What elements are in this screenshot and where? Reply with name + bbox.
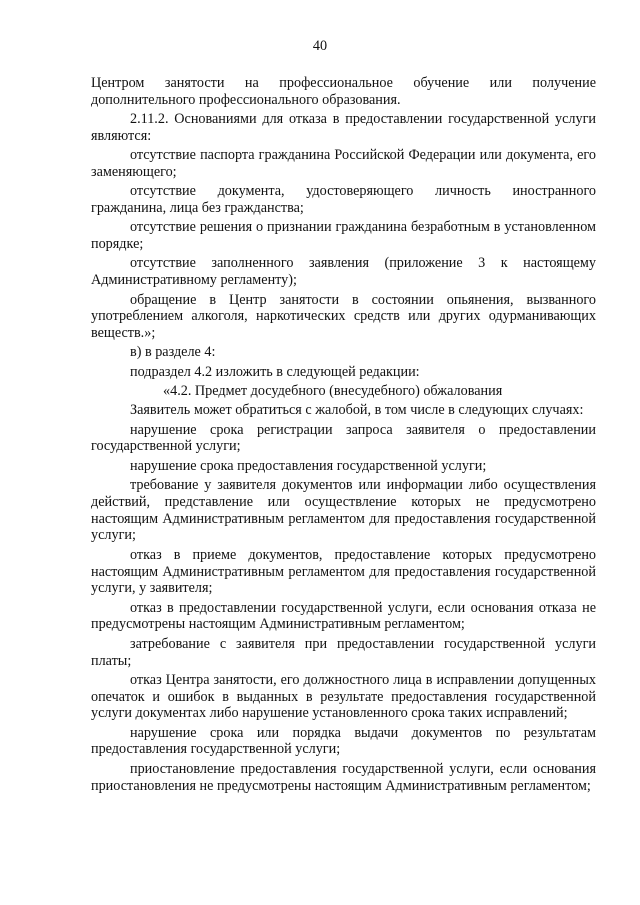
paragraph-list-item: отсутствие документа, удостоверяющего личность иностранного гражданина, лица без гражданства; — [91, 183, 596, 217]
page-number: 40 — [312, 38, 328, 54]
paragraph-list-item: отказ в предоставлении государственной услуги, если основания отказа не предусмотрены настоящим Административным регламентом; — [91, 599, 596, 633]
paragraph-list-item: отсутствие паспорта гражданина Российской Федерации или документа, его заменяющего; — [91, 147, 596, 180]
paragraph-list-item: обращение в Центр занятости в состоянии опьянения, вызванного употреблением алкоголя, наркотических средств или других одурманивающих веществ.»; — [91, 291, 596, 342]
paragraph-clause-2-11-2: 2.11.2. Основаниями для отказа в предоставлении государственной услуги являются: — [91, 111, 596, 144]
paragraph-list-item: нарушение срока или порядка выдачи документов по результатам предоставления государственной услуги; — [91, 724, 596, 758]
paragraph-intro: Заявитель может обратиться с жалобой, в том числе в следующих случаях: — [130, 402, 584, 419]
paragraph-list-item: отказ в приеме документов, предоставление которых предусмотрено настоящим Административным регламентом для предоставления государственной услуги, у заявителя; — [91, 546, 596, 597]
paragraph-list-item: отсутствие решения о признании гражданина безработным в установленном порядке; — [91, 219, 596, 253]
paragraph-subpoint-v: в) в разделе 4: — [130, 344, 216, 361]
paragraph-list-item: отсутствие заполненного заявления (приложение 3 к настоящему Административному регламенту); — [91, 255, 596, 289]
paragraph-list-item: нарушение срока регистрации запроса заявителя о предоставлении государственной услуги; — [91, 421, 596, 455]
section-heading-4-2: «4.2. Предмет досудебного (внесудебного) обжалования — [163, 383, 503, 400]
paragraph-list-item: приостановление предоставления государственной услуги, если основания приостановления не предусмотрены настоящим Административным регламентом; — [91, 760, 596, 794]
paragraph-instruction: подраздел 4.2 изложить в следующей редакции: — [130, 363, 420, 380]
body-text — [91, 75, 596, 797]
paragraph-list-item: отказ Центра занятости, его должностного лица в исправлении допущенных опечаток и ошибок в выданных в результате предоставления государственной услуги документах либо нарушение установленного срока таких исправлений; — [91, 671, 596, 722]
paragraph-list-item: требование у заявителя документов или информации либо осуществления действий, представление или осуществление которых не предусмотрено настоящим Административным регламентом для предоставления государственной услуги; — [91, 477, 596, 544]
paragraph-list-item: затребование с заявителя при предоставлении государственной услуги платы; — [91, 635, 596, 669]
paragraph-list-item: нарушение срока предоставления государственной услуги; — [130, 457, 487, 474]
paragraph-continuation: Центром занятости на профессиональное обучение или получение дополнительного профессионального образования. — [91, 75, 596, 108]
